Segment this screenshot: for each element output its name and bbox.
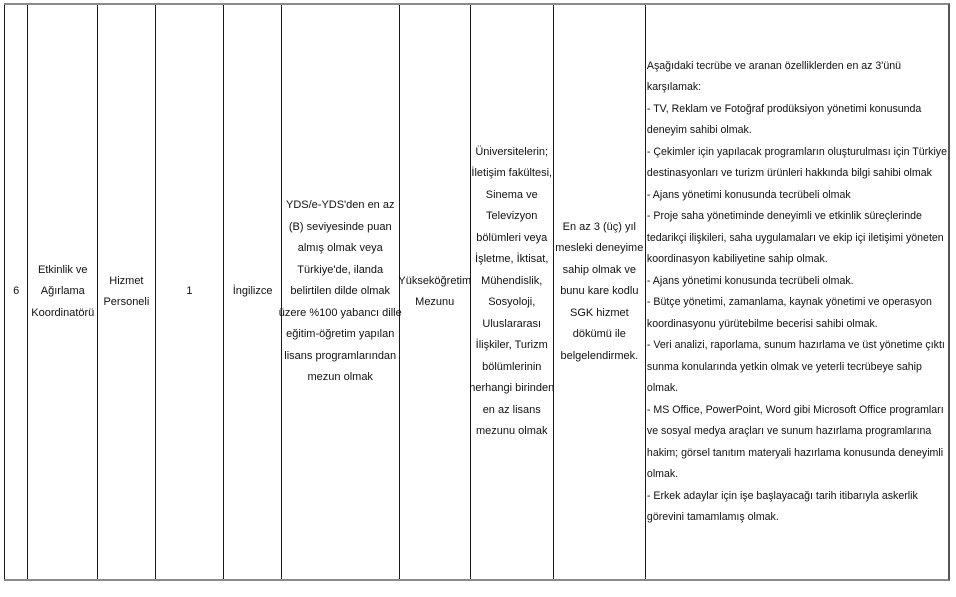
text-line: sahip olmak ve <box>562 263 637 276</box>
text-line: Etkinlik ve <box>38 263 88 276</box>
cell-count <box>155 5 224 579</box>
text-line: Koordinatörü <box>31 306 95 319</box>
text-line: Uluslararası <box>482 317 542 330</box>
text-line: - Çekimler için yapılacak programların oluşturulması için Türkiye <box>646 145 947 158</box>
text-line: Üniversitelerin; <box>475 145 549 158</box>
text-line: bunu kare kodlu <box>560 285 639 298</box>
cell-departments <box>470 5 553 579</box>
cell-education-level <box>399 5 470 579</box>
text-line: - Ajans yönetimi konusunda tecrübeli olmak <box>646 188 851 201</box>
text-line: Personeli <box>103 296 150 308</box>
text-line: üzere %100 yabancı dille <box>278 306 402 319</box>
cell-experience <box>553 5 645 579</box>
text-line: en az lisans <box>482 403 541 416</box>
text-line: SGK hizmet <box>569 306 629 319</box>
text-line: sunma konularında yetkin olmak ve yeterli tecrübeye sahip <box>646 360 922 373</box>
cell-language-requirement <box>278 5 402 579</box>
text-line: Yükseköğretim <box>398 274 472 287</box>
position-count: 1 <box>186 285 193 298</box>
language: İngilizce <box>232 285 273 298</box>
text-line: belirtilen dilde olmak <box>290 285 391 298</box>
text-line: Televizyon <box>486 210 538 222</box>
text-line: - TV, Reklam ve Fotoğraf prodüksiyon yönetimi konusunda <box>646 102 922 115</box>
cell-language <box>223 5 280 579</box>
text-line: - Proje saha yönetiminde deneyimli ve etkinlik süreçlerinde <box>646 210 922 222</box>
text-line: En az 3 (üç) yıl <box>562 220 636 233</box>
text-line: Mezunu <box>415 296 455 308</box>
text-line: destinasyonları ve turizm ürünleri hakkında bilgi sahibi olmak <box>646 167 932 179</box>
text-line: ve sosyal medya araçları ve sunum hazırlama programlarına <box>646 425 932 437</box>
text-line: koordinasyon kabiliyetine sahip olmak. <box>646 253 828 265</box>
text-line: İletişim fakültesi, <box>471 167 553 179</box>
text-line: tedarikçi ilişkileri, saha uygulamaları ve ekip içi iletişimi yöneten <box>646 231 944 244</box>
text-line: olmak. <box>646 382 679 394</box>
text-line: Aşağıdaki tecrübe ve aranan özelliklerden en az 3'ünü <box>646 59 902 72</box>
text-line: Sinema ve <box>485 188 538 201</box>
text-line: Sosyoloji, <box>488 296 536 308</box>
text-line: Mühendislik, <box>481 274 543 287</box>
text-line: - Veri analizi, raporlama, sunum hazırlama ve üst yönetime çıktı <box>646 339 945 351</box>
text-line: almış olmak veya <box>297 242 383 255</box>
row-number: 6 <box>13 285 20 298</box>
text-line: deneyim sahibi olmak. <box>646 124 752 136</box>
cell-position-title <box>27 5 97 579</box>
text-line: Türkiye'de, ilanda <box>297 263 384 276</box>
text-line: YDS/e-YDS'den en az <box>285 199 395 212</box>
job-requirements-table <box>4 3 950 581</box>
text-line: İşletme, İktisat, <box>475 253 549 265</box>
text-line: - Bütçe yönetimi, zamanlama, kaynak yönetimi ve operasyon <box>646 296 932 308</box>
text-line: koordinasyonu yürütebilme becerisi sahibi olmak. <box>646 317 878 330</box>
text-line: dökümü ile <box>572 328 626 341</box>
text-line: İlişkiler, Turizm <box>475 339 548 351</box>
text-line: eğitim-öğretim yapılan <box>286 328 395 341</box>
text-line: belgelendirmek. <box>560 349 639 362</box>
text-line: Ağırlama <box>40 285 85 298</box>
cell-staff-type <box>97 5 154 579</box>
text-line: bölümleri veya <box>476 231 548 244</box>
text-line: olmak. <box>646 468 679 480</box>
text-line: herhangi birinden <box>469 382 555 394</box>
text-line: mezunu olmak <box>475 425 548 437</box>
text-line: bölümlerinin <box>482 360 542 373</box>
text-line: - Erkek adaylar için işe başlayacağı tarih itibarıyla askerlik <box>646 489 918 502</box>
text-line: (B) seviyesinde puan <box>288 220 392 233</box>
cell-qualifications <box>645 5 948 579</box>
text-line: - Ajans yönetimi konusunda tecrübeli olmak. <box>646 274 854 287</box>
text-line: Hizmet <box>109 274 144 287</box>
text-line: mezun olmak <box>307 371 373 384</box>
text-line: mesleki deneyime <box>555 242 644 255</box>
text-line: - MS Office, PowerPoint, Word gibi Microsoft Office programları <box>646 403 944 416</box>
text-line: hakim; görsel tanıtım materyali hazırlama konusunda deneyimli <box>646 446 944 459</box>
text-line: karşılamak: <box>646 81 702 93</box>
cell-row-number <box>4 5 27 579</box>
text-line: lisans programlarından <box>284 349 397 362</box>
text-line: görevini tamamlamış olmak. <box>646 511 779 523</box>
